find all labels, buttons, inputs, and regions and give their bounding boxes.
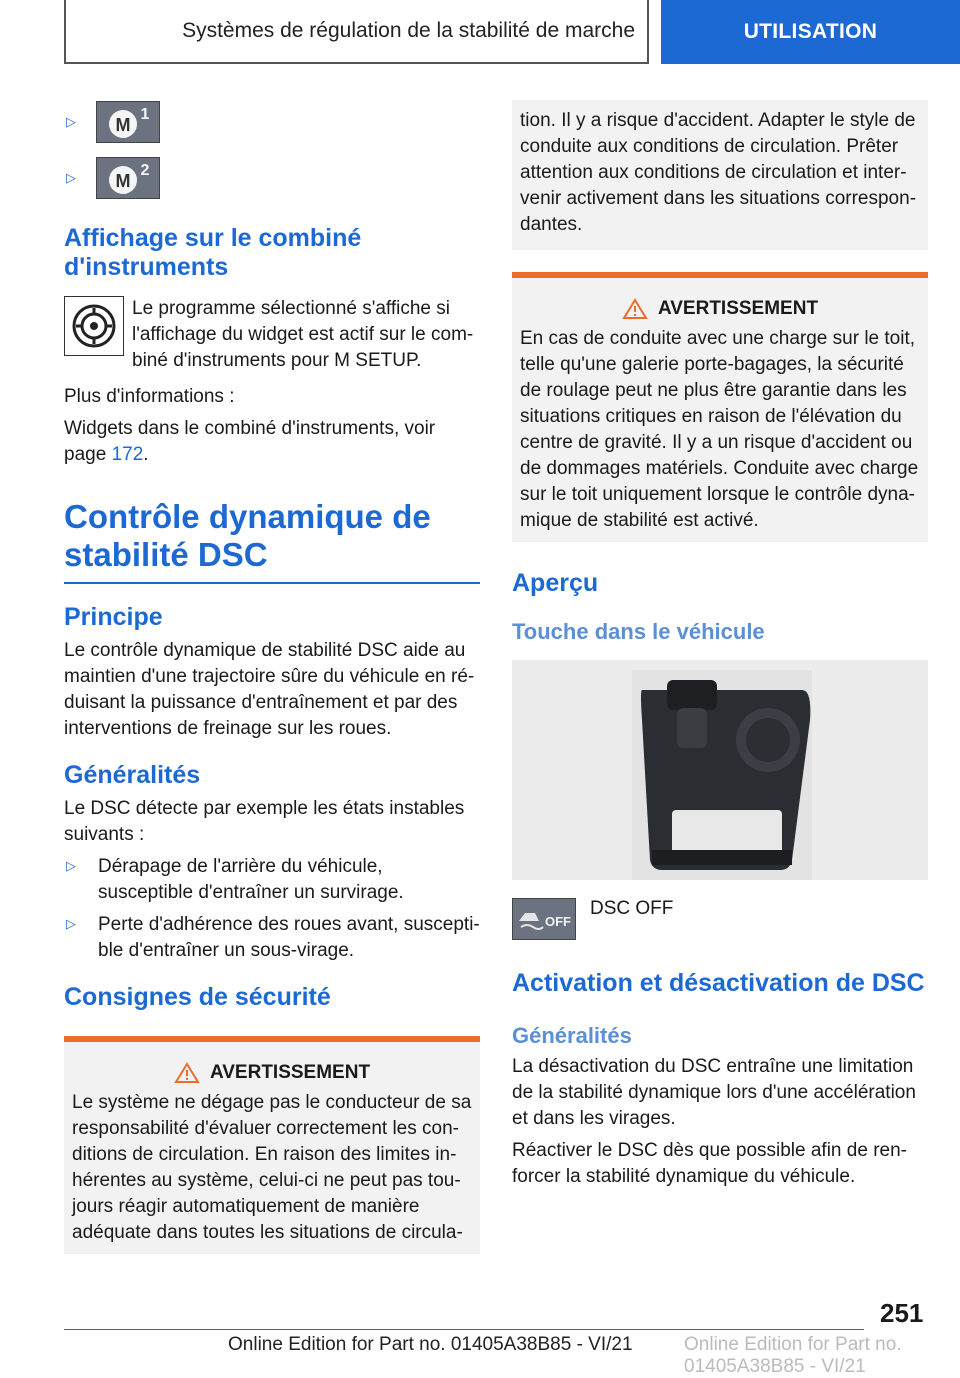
widgets-end: . [143, 444, 149, 465]
gen2-text2: Réactiver le DSC dès que possible afin de ren- forcer la stabilité dynamique du véhicule. [512, 1140, 907, 1187]
warning-heading [520, 298, 920, 320]
warning-heading [72, 1062, 472, 1084]
right-column [512, 100, 928, 1190]
section-title: Systèmes de régulation de la stabilité de marche [182, 19, 635, 42]
principe-heading: Principe [64, 603, 163, 631]
m1-icon [96, 101, 160, 143]
m2-icon [96, 157, 160, 199]
section-header [64, 0, 649, 64]
bullet-text: Dérapage de l'arrière du véhicule, susceptible d'entraîner un survirage. [98, 856, 404, 903]
list-item [64, 854, 480, 906]
generalites2-heading: Généralités [512, 1023, 632, 1048]
widgets-text: Widgets dans le combiné d'instruments, voir page [64, 418, 436, 465]
warning-box [512, 272, 928, 542]
apercu-heading: Aperçu [512, 569, 599, 597]
warning-icon [622, 298, 648, 320]
dsc-off-icon [512, 898, 576, 940]
widgets-ref [64, 416, 480, 468]
svg-text:OFF: OFF [545, 914, 571, 929]
widget-icon [64, 296, 124, 356]
triangle-bullet-icon: ▷ [66, 170, 76, 185]
list-item [64, 100, 480, 144]
heading-divider [64, 582, 480, 584]
consignes-heading: Consignes de sécurité [64, 983, 331, 1011]
warning-cont-text: tion. Il y a risque d'accident. Adapter le style de conduite aux conditions de circulation. Prêter attention aux conditions de circulation et inter- venir activement dans les situations correspon- dantes. [520, 110, 917, 235]
svg-text:M: M [115, 171, 131, 191]
activation-heading: Activation et désactivation de DSC [512, 969, 925, 997]
chapter-tab-label: UTILISATION [743, 20, 878, 43]
edition-text: Online Edition for Part no. 01405A38B85 - VI/21 [228, 1334, 633, 1355]
page-number: 251 [880, 1298, 924, 1328]
warning-label: AVERTISSEMENT [657, 298, 819, 319]
affichage-text: Le programme sélectionné s'affiche si l'affichage du widget est actif sur le com- biné d'instruments pour M SETUP. [132, 298, 474, 371]
vehicle-controls-photo [512, 660, 928, 880]
warning-label: AVERTISSEMENT [209, 1062, 371, 1083]
touche-heading: Touche dans le véhicule [512, 619, 765, 644]
svg-text:2: 2 [140, 162, 150, 179]
warning-continuation [512, 100, 928, 250]
generalites-heading: Généralités [64, 761, 201, 789]
svg-text:M: M [115, 115, 131, 135]
plus-info: Plus d'informations : [64, 386, 235, 407]
warning-text: En cas de conduite avec une charge sur le toit, telle qu'une galerie porte-bagages, la sécurité de roulage peut ne plus être garantie dans les situations critiques en raison de l'élévation du centre de gravité. Il y a un risque d'accident ou de dommages matériels. Conduite avec charge sur le toit uniquement lorsque le contrôle dyna- mique de stabilité est activé. [520, 328, 919, 531]
watermark: Online Edition for Part no. 01405A38B85 - VI/21 [684, 1334, 902, 1377]
list-item [64, 156, 480, 200]
triangle-bullet-icon: ▷ [66, 858, 76, 873]
footer-divider [64, 1329, 864, 1330]
chapter-tab[interactable] [661, 0, 960, 64]
affichage-heading: Affichage sur le combiné d'instruments [64, 224, 362, 281]
svg-text:1: 1 [140, 106, 150, 123]
gen2-text1: La désactivation du DSC entraîne une limitation de la stabilité dynamique lors d'une accélération et dans les virages. [512, 1056, 916, 1129]
dsc-heading: Contrôle dynamique de stabilité DSC [64, 498, 431, 573]
left-column [64, 100, 480, 1254]
page-link[interactable]: 172 [111, 444, 144, 465]
warning-text: Le système ne dégage pas le conducteur de sa responsabilité d'évaluer correctement les con- ditions de circulation. En raison des limites in- hérentes au système, celui-ci ne peut pas tou- jours réagir automatiquement de manière adéquate dans toutes les situations de circula- [72, 1092, 472, 1243]
triangle-bullet-icon: ▷ [66, 114, 76, 129]
bullet-text: Perte d'adhérence des roues avant, suscepti- ble d'entraîner un sous-virage. [98, 914, 480, 961]
dsc-off-label: DSC OFF [590, 898, 674, 919]
list-item [64, 912, 480, 964]
principe-text: Le contrôle dynamique de stabilité DSC aide au maintien d'une trajectoire sûre du véhicule en ré- duisant la puissance d'entraînement et par des interventions de freinage sur les roues. [64, 640, 475, 739]
warning-box [64, 1036, 480, 1254]
generalites-text: Le DSC détecte par exemple les états instables suivants : [64, 798, 465, 845]
triangle-bullet-icon: ▷ [66, 916, 76, 931]
warning-icon [174, 1062, 200, 1084]
